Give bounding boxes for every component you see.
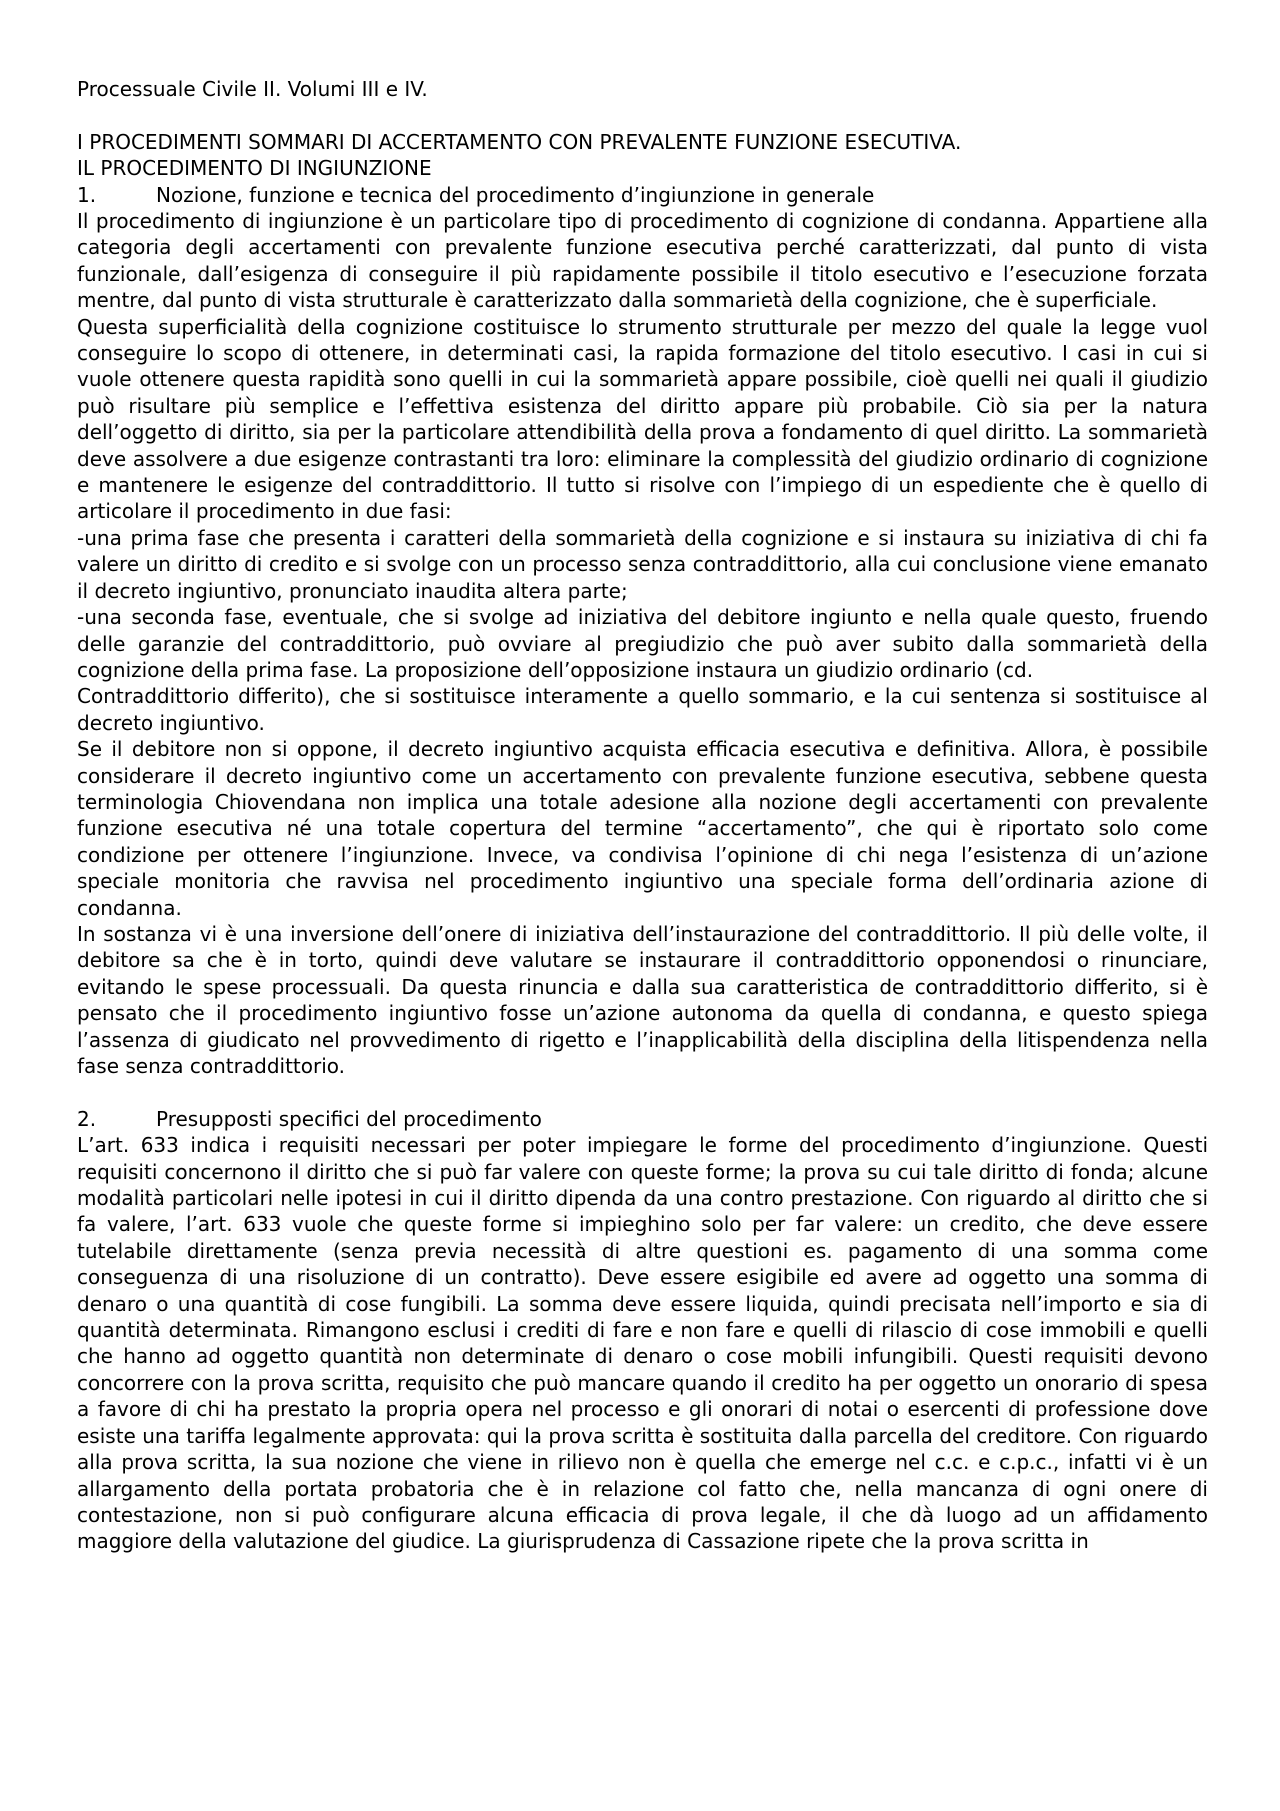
section-1-number: 1. bbox=[77, 182, 97, 207]
paragraph: In sostanza vi è una inversione dell’onere di iniziativa dell’instaurazione del contraddittorio. Il più delle volte, il debitore sa che è in torto, quindi deve valutare se instaurare il contraddittorio opponendosi o rinunciare, evitando le spese processuali. Da questa rinuncia e dalla sua caratteristica de contraddittorio differito, si è pensato che il procedimento ingiuntivo fosse un’azione autonoma da quella di condanna, e questo spiega l’assenza di giudicato nel provvedimento di rigetto e l’inapplicabilità della disciplina della litispendenza nella fase senza contraddittorio. bbox=[77, 921, 1208, 1079]
paragraph: -una prima fase che presenta i caratteri della sommarietà della cognizione e si instaura su iniziativa di chi fa valere un diritto di credito e si svolge con un processo senza contraddittorio, alla cui conclusione viene emanato il decreto ingiuntivo, pronunciato inaudita altera parte; bbox=[77, 525, 1208, 603]
paragraph: Il procedimento di ingiunzione è un particolare tipo di procedimento di cognizione di condanna. Appartiene alla categoria degli accertamenti con prevalente funzione esecutiva perché caratterizzati, dal punto di vista funzionale, dall’esigenza di conseguire il più rapidamente possibile il titolo esecutivo e l’esecuzione forzata mentre, dal punto di vista strutturale è caratterizzato dalla sommarietà della cognizione, che è superficiale. bbox=[77, 209, 1208, 313]
main-heading: I PROCEDIMENTI SOMMARI DI ACCERTAMENTO CON PREVALENTE FUNZIONE ESECUTIVA. bbox=[77, 129, 962, 154]
course-title: Processuale Civile II. Volumi III e IV. bbox=[77, 77, 428, 101]
paragraph: Se il debitore non si oppone, il decreto ingiuntivo acquista efficacia esecutiva e definitiva. Allora, è possibile considerare il decreto ingiuntivo come un accertamento con prevalente funzione esecutiva, sebbene questa terminologia Chiovendana non implica una totale adesione alla nozione degli accertamenti con prevalente funzione esecutiva né una totale copertura del termine “accertamento”, che qui è riportato solo come condizione per ottenere l’ingiunzione. Invece, va condivisa l’opinione di chi nega l’esistenza di un’azione speciale monitoria che ravvisa nel procedimento ingiuntivo una speciale forma dell’ordinaria azione di condanna. bbox=[77, 737, 1208, 920]
section-1-heading bbox=[77, 182, 1208, 208]
blank-line bbox=[77, 102, 1208, 128]
paragraph: L’art. 633 indica i requisiti necessari per poter impiegare le forme del procedimento d’ingiunzione. Questi requisiti concernono il diritto che si può far valere con queste forme; la prova su cui tale diritto di fonda; alcune modalità particolari nelle ipotesi in cui il diritto dipenda da una contro prestazione. Con riguardo al diritto che si fa valere, l’art. 633 vuole che queste forme si impieghino solo per far valere: un credito, che deve essere tutelabile direttamente (senza previa necessità di altre questioni es. pagamento di una somma come conseguenza di una risoluzione di un contratto). Deve essere esigibile ed avere ad oggetto una somma di denaro o una quantità di cose fungibili. La somma deve essere liquida, quindi precisata nell’importo e sia di quantità determinata. Rimangono esclusi i crediti di fare e non fare e quelli di rilascio di cose immobili e quelli che hanno ad oggetto quantità non determinate di denaro o cose mobili infungibili. Questi requisiti devono concorrere con la prova scritta, requisito che può mancare quando il credito ha per oggetto un onorario di spesa a favore di chi ha prestato la propria opera nel processo e gli onorari di notai o esercenti di professione dove esiste una tariffa legalmente approvata: qui la prova scritta è sostituita dalla parcella del creditore. Con riguardo alla prova scritta, la sua nozione che viene in rilievo non è quella che emerge nel c.c. e c.p.c., infatti vi è un allargamento della portata probatoria che è in relazione col fatto che, nella mancanza di ogni onere di contestazione, non si può configurare alcuna efficacia di prova legale, il che dà luogo ad un affidamento maggiore della valutazione del giudice. La giurisprudenza di Cassazione ripete che la prova scritta in bbox=[77, 1133, 1208, 1554]
sub-heading: IL PROCEDIMENTO DI INGIUNZIONE bbox=[77, 156, 432, 181]
section-1-title: Nozione, funzione e tecnica del procedimento d’ingiunzione in generale bbox=[156, 182, 875, 207]
paragraph: Questa superficialità della cognizione costituisce lo strumento strutturale per mezzo del quale la legge vuol conseguire lo scopo di ottenere, in determinati casi, la rapida formazione del titolo esecutivo. I casi in cui si vuole ottenere questa rapidità sono quelli in cui la sommarietà appare possibile, cioè quelli nei quali il giudizio può risultare più semplice e l’effettiva esistenza del diritto appare più probabile. Ciò sia per la natura dell’oggetto di diritto, sia per la particolare attendibilità della prova a fondamento di quel diritto. La sommarietà deve assolvere a due esigenze contrastanti tra loro: eliminare la complessità del giudizio ordinario di cognizione e mantenere le esigenze del contraddittorio. Il tutto si risolve con l’impiego di un espediente che è quello di articolare il procedimento in due fasi: bbox=[77, 314, 1208, 524]
section-2-heading bbox=[77, 1106, 1208, 1132]
section-2-number: 2. bbox=[77, 1106, 97, 1131]
document-page bbox=[77, 76, 1208, 1555]
paragraph: Contraddittorio differito), che si sostituisce interamente a quello sommario, e la cui sentenza si sostituisce al decreto ingiuntivo. bbox=[77, 684, 1208, 735]
paragraph: -una seconda fase, eventuale, che si svolge ad iniziativa del debitore ingiunto e nella quale questo, fruendo delle garanzie del contraddittorio, può ovviare al pregiudizio che può aver subito dalla sommarietà della cognizione della prima fase. La proposizione dell’opposizione instaura un giudizio ordinario (cd. bbox=[77, 605, 1208, 682]
section-2-title: Presupposti specifici del procedimento bbox=[156, 1106, 542, 1131]
blank-line bbox=[77, 1079, 1208, 1105]
